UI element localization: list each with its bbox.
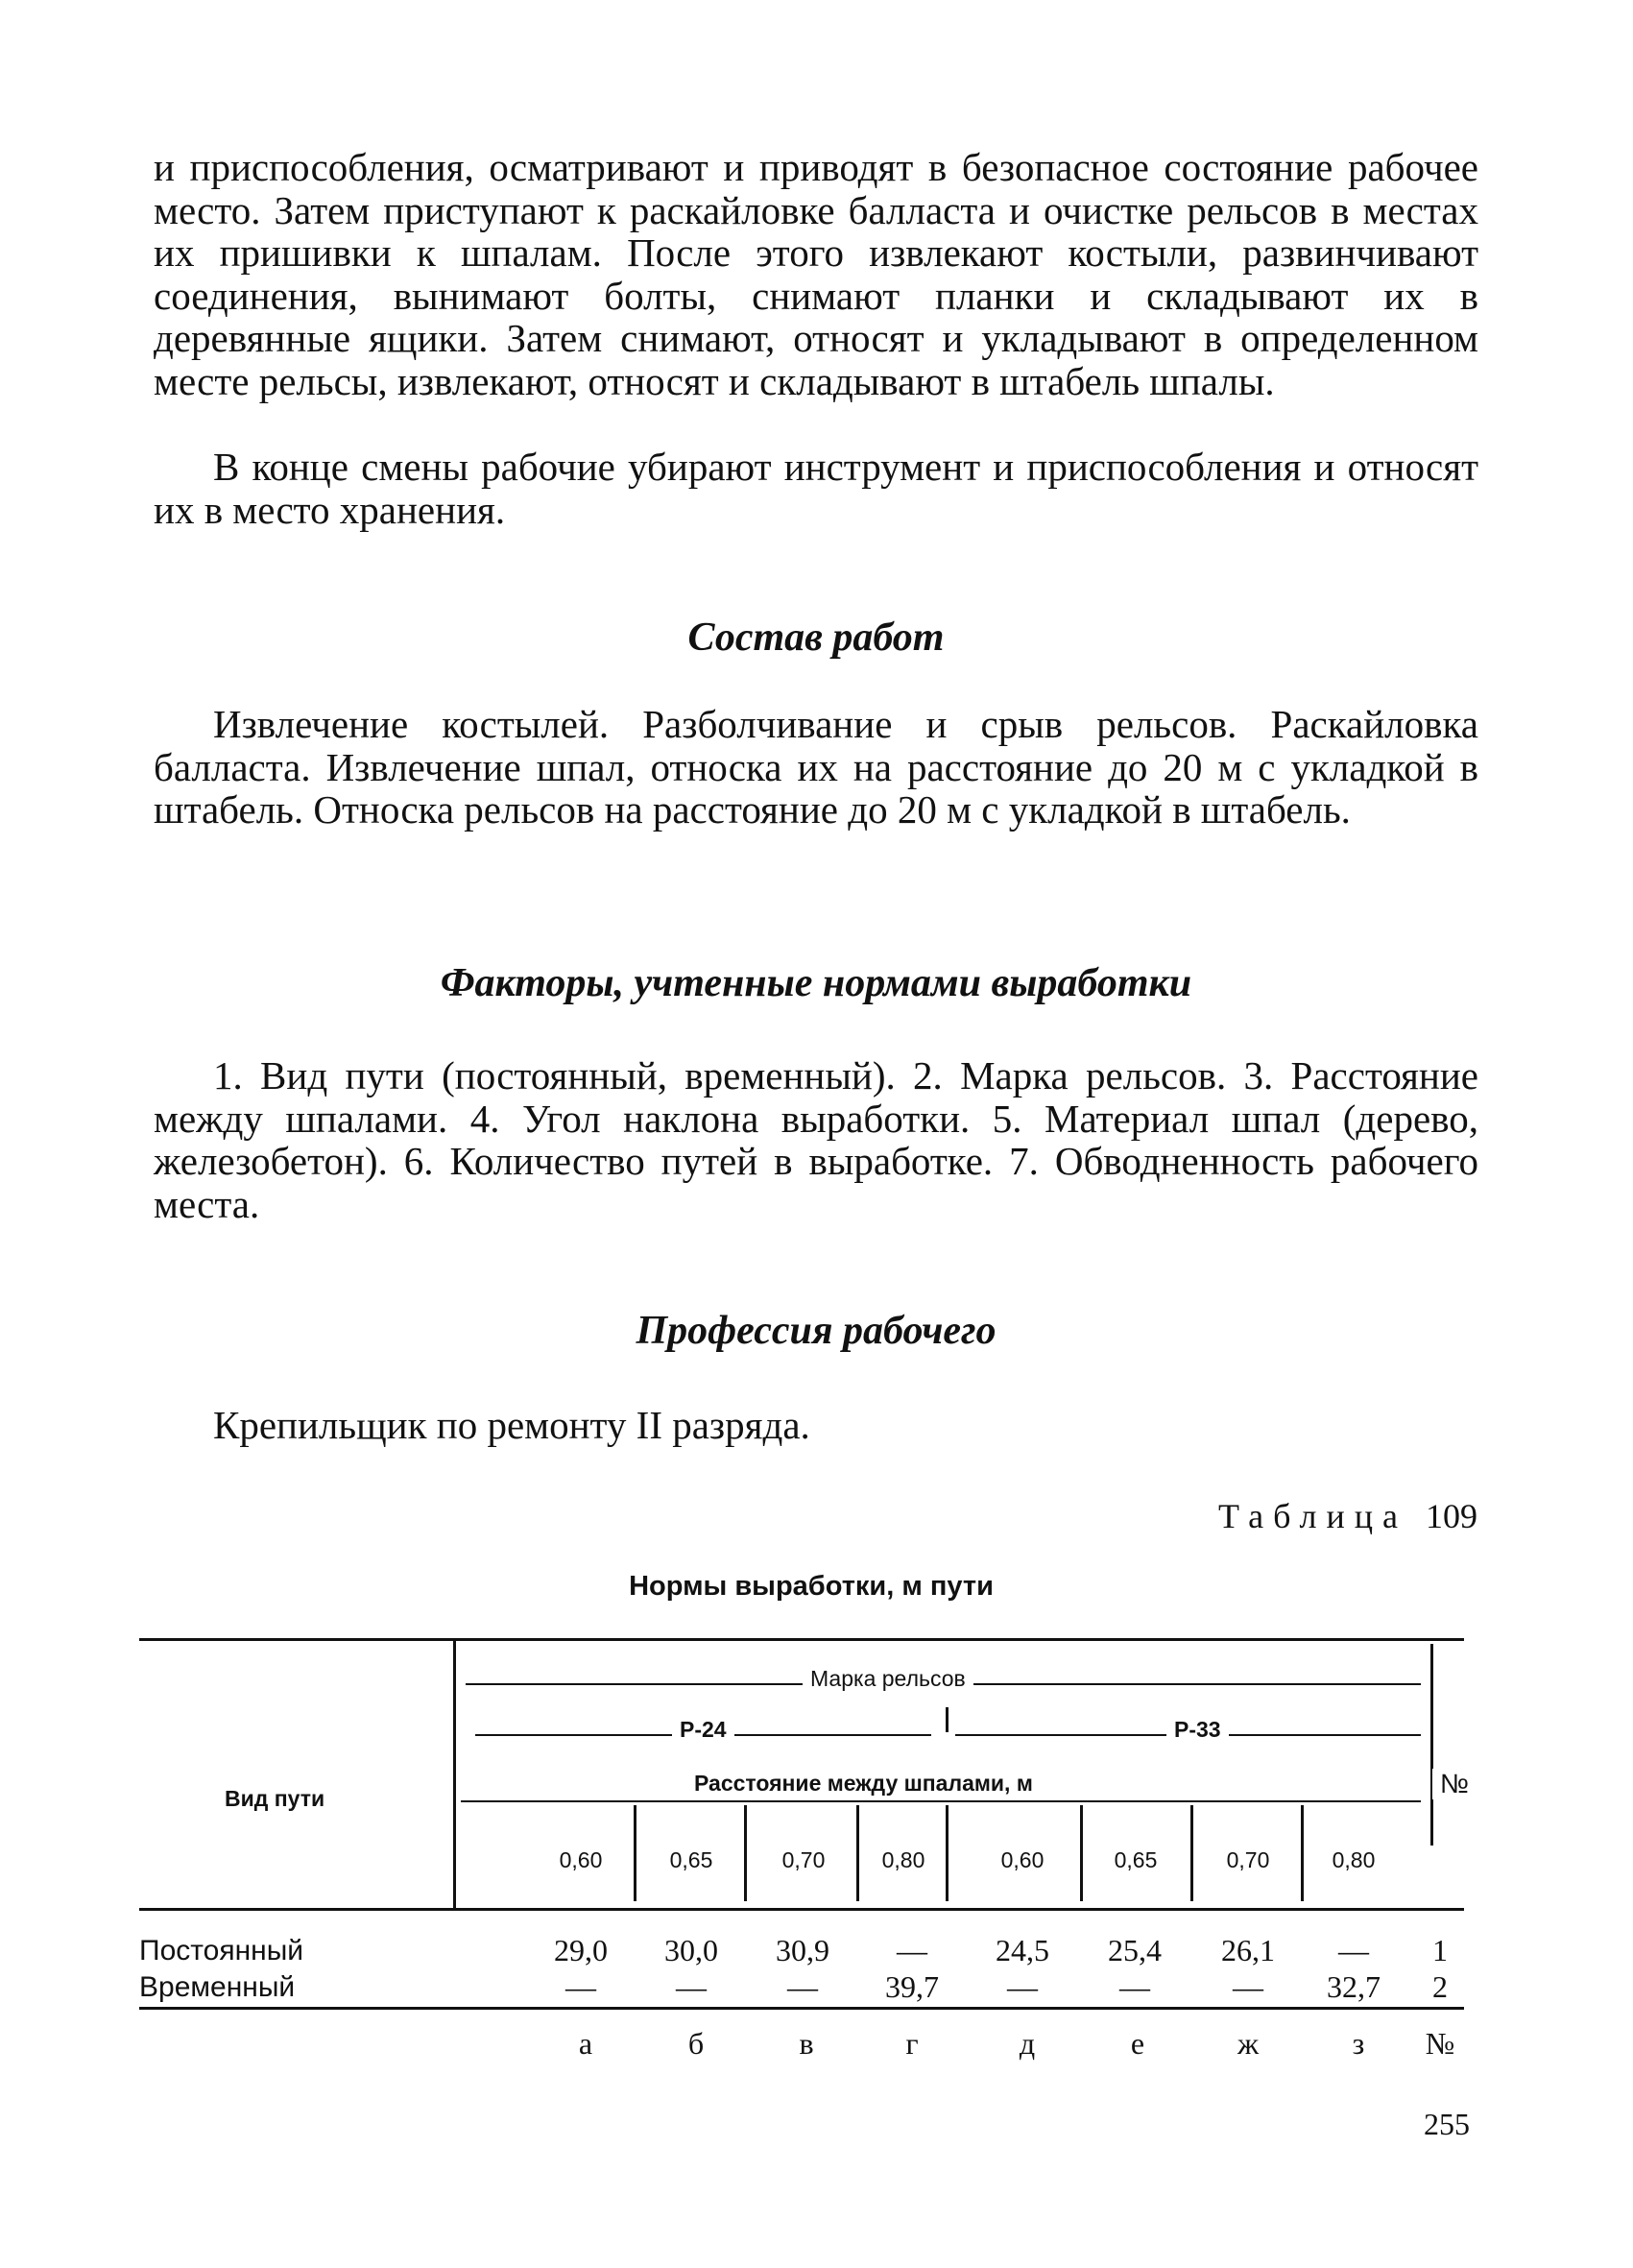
paragraph-factors: 1. Вид пути (постоянный, временный). 2. Марка рельсов. 3. Расстояние между шпалами. 4. Угол наклона выработки. 5. Материал шпал (дерево, железобетон). 6. Количество путей в выработке. 7. Обводненность рабочего места. bbox=[154, 1053, 1478, 1226]
letters-no-label: № bbox=[1425, 2026, 1455, 2061]
column-letter: д bbox=[1019, 2026, 1036, 2061]
table-cell: 29,0 bbox=[554, 1933, 608, 1967]
column-letter: г bbox=[905, 2026, 919, 2061]
no-header: № bbox=[1432, 1769, 1477, 1799]
spacing-divider-2 bbox=[744, 1805, 747, 1901]
table-label-word: Таблица bbox=[1218, 1497, 1407, 1535]
table-cell: 26,1 bbox=[1221, 1933, 1275, 1967]
column-letter: з bbox=[1352, 2026, 1365, 2061]
spacing-cell-b: 0,65 bbox=[669, 1847, 713, 1872]
column-letter: б bbox=[687, 2026, 705, 2061]
table-header-rule bbox=[139, 1908, 1464, 1911]
column-letter: е bbox=[1130, 2026, 1145, 2061]
spacing-cell-z: 0,80 bbox=[1332, 1847, 1376, 1872]
spacing-divider-1 bbox=[634, 1805, 636, 1901]
type-header: Вид пути bbox=[217, 1786, 332, 1812]
spacing-cell-zh: 0,70 bbox=[1226, 1847, 1270, 1872]
table-cell: 30,0 bbox=[664, 1933, 718, 1967]
table-cell: — bbox=[565, 1969, 596, 2004]
table-cell: 39,7 bbox=[885, 1969, 939, 2004]
column-letter: ж bbox=[1237, 2026, 1260, 2061]
table-cell: — bbox=[1233, 1969, 1263, 2004]
table-cell: — bbox=[1119, 1969, 1150, 2004]
column-letter: а bbox=[578, 2026, 593, 2061]
table-label bbox=[1218, 1496, 1477, 1536]
spacing-divider-7 bbox=[1301, 1805, 1304, 1901]
row-label-temporary: Временный bbox=[139, 1971, 296, 2003]
spacing-cell-g: 0,80 bbox=[881, 1847, 925, 1872]
table-cell: — bbox=[1338, 1933, 1369, 1967]
table-cell: 25,4 bbox=[1108, 1933, 1162, 1967]
spacing-divider-6 bbox=[1190, 1805, 1193, 1901]
table-cell: 32,7 bbox=[1327, 1969, 1381, 2004]
table-cell: 30,9 bbox=[776, 1933, 829, 1967]
table-top-rule bbox=[139, 1638, 1464, 1641]
table-cell: — bbox=[1007, 1969, 1038, 2004]
table-cell: 24,5 bbox=[996, 1933, 1049, 1967]
table-cell: — bbox=[787, 1969, 818, 2004]
spacing-divider-5 bbox=[1080, 1805, 1083, 1901]
paragraph-work-sequence: и приспособления, осматривают и приводят в безопасное состояние рабочее место. Затем приступают к раскайловке балласта и очистке рельсов в местах их пришивки к шпалам. После этого извлекают костыли, развинчивают соединения, вынимают болты, снимают планки и складывают их в деревянные ящики. Затем снимают, относят и укладывают в определенном месте рельсы, извлекают, относят и складывают в штабель шпалы. bbox=[154, 145, 1478, 403]
spacing-header: Расстояние между шпалами, м bbox=[686, 1771, 1041, 1797]
spacing-header-line bbox=[461, 1800, 1421, 1802]
heading-sostav-rabot: Состав работ bbox=[687, 615, 945, 660]
divider-type-column bbox=[453, 1640, 456, 1909]
spacing-divider-3 bbox=[856, 1805, 859, 1901]
table-cell: — bbox=[897, 1933, 927, 1967]
spacing-cell-a: 0,60 bbox=[559, 1847, 603, 1872]
heading-profession: Профессия рабочего bbox=[636, 1309, 997, 1353]
rail-p24-header: Р-24 bbox=[672, 1717, 734, 1743]
spacing-cell-v: 0,70 bbox=[781, 1847, 826, 1872]
column-letter: в bbox=[799, 2026, 814, 2061]
paragraph-sostav-rabot: Извлечение костылей. Разболчивание и срыв рельсов. Раскайловка балласта. Извлечение шпал, относка их на расстояние до 20 м с укладкой в штабель. Относка рельсов на расстояние до 20 м с укладкой в штабель. bbox=[154, 702, 1478, 832]
heading-factors: Факторы, учтенные нормами выработки bbox=[440, 961, 1192, 1005]
rail-brand-header: Марка рельсов bbox=[803, 1666, 973, 1692]
table-cell: — bbox=[676, 1969, 707, 2004]
table-number: 109 bbox=[1426, 1497, 1477, 1535]
paragraph-profession: Крепильщик по ремонту II разряда. bbox=[213, 1403, 810, 1447]
paragraph-end-of-shift: В конце смены рабочие убирают инструмент и приспособления и относят их в место хранения. bbox=[154, 445, 1478, 532]
divider-rail-groups bbox=[946, 1707, 949, 1732]
spacing-cell-d: 0,60 bbox=[1000, 1847, 1045, 1872]
divider-no-column bbox=[1430, 1644, 1433, 1846]
row-label-permanent: Постоянный bbox=[139, 1935, 304, 1966]
table-title: Нормы выработки, м пути bbox=[629, 1571, 994, 1602]
rail-p33-header: Р-33 bbox=[1166, 1717, 1229, 1743]
row-number: 1 bbox=[1432, 1933, 1448, 1967]
row-number: 2 bbox=[1432, 1969, 1448, 2004]
spacing-cell-e: 0,65 bbox=[1114, 1847, 1158, 1872]
page-number: 255 bbox=[1424, 2107, 1470, 2141]
table-bottom-rule bbox=[139, 2007, 1464, 2010]
